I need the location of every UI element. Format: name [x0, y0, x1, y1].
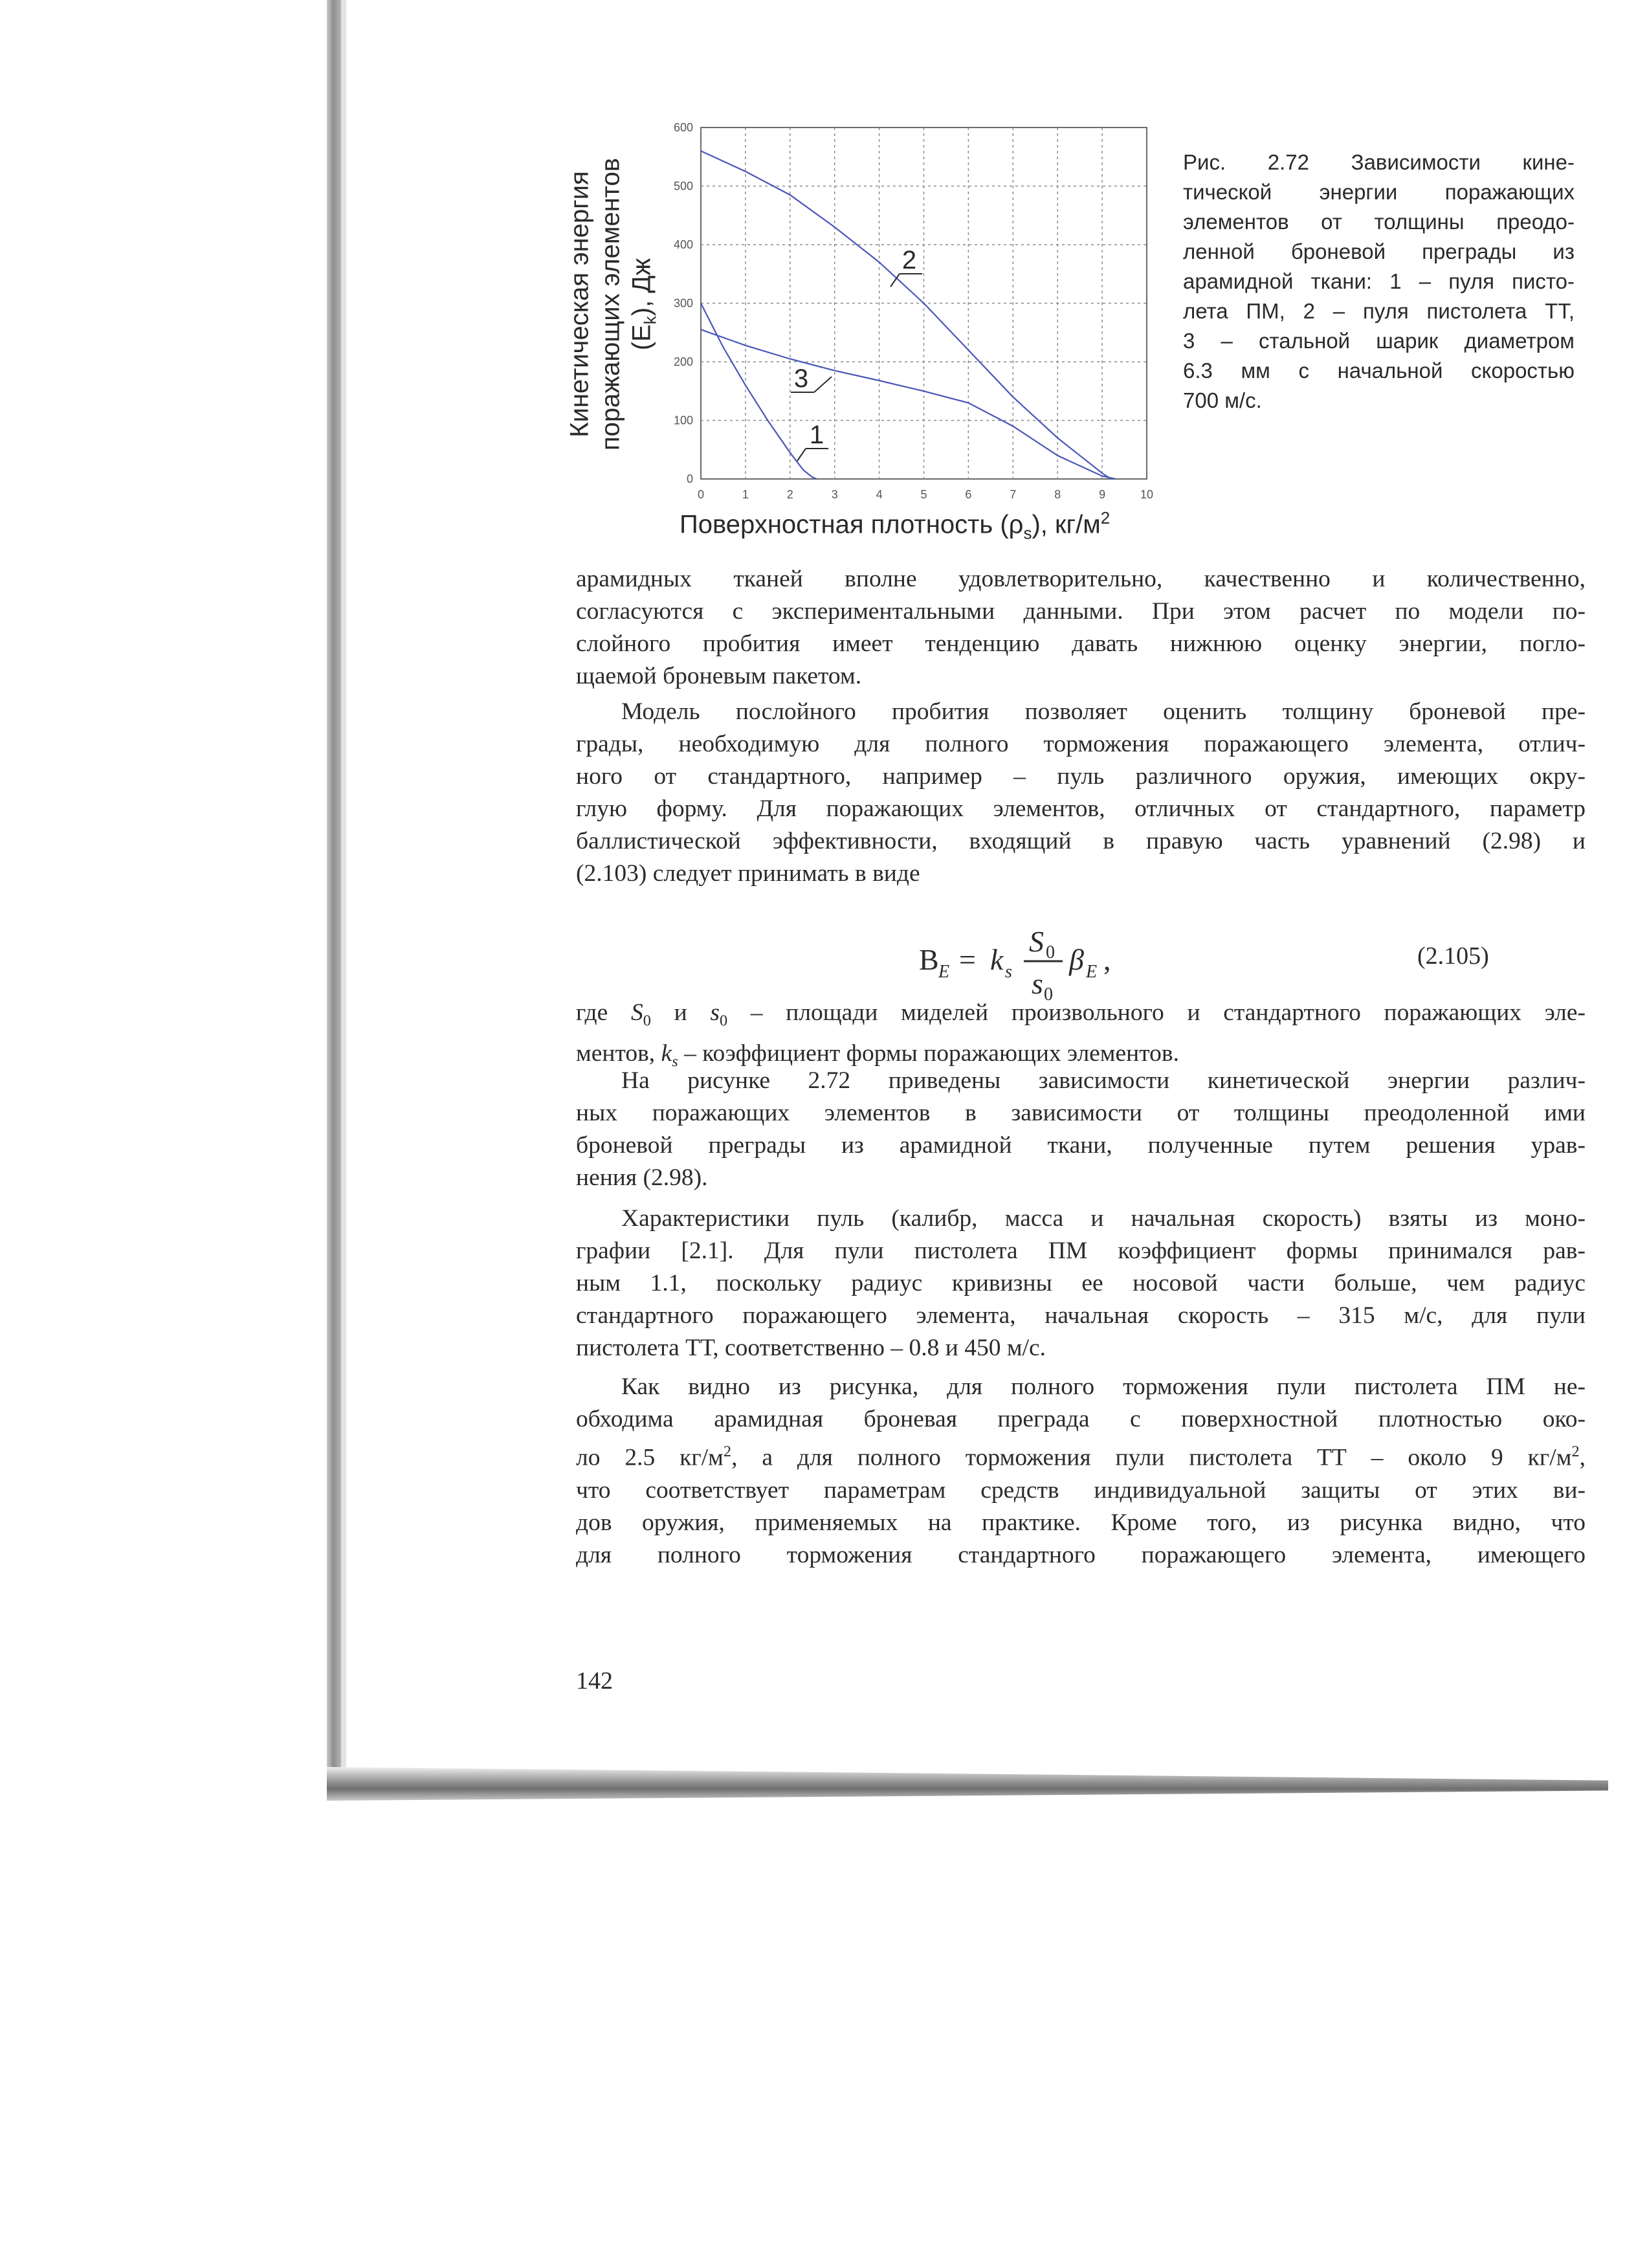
- p2-line-3: ного от стандартного, например – пуль различного оружия, имеющих окру-: [576, 763, 1586, 790]
- p1-line-1: арамидных тканей вполне удовлетворительно, качественно и количественно,: [576, 566, 1586, 592]
- paragraph-3-line-2: ментов, $k_s$ – коэффициент формы поражающих элементов.: [576, 1040, 1179, 1070]
- y-axis-title-line2: поражающих элементов: [596, 157, 625, 451]
- svg-text:0: 0: [1046, 942, 1055, 962]
- paragraph-6: [576, 1371, 1586, 1572]
- p2-line-2: грады, необходимую для полного торможения поражающего элемента, отлич-: [576, 731, 1586, 757]
- x-tick-label: 1: [742, 488, 749, 501]
- p1-line-3: слойного пробития имеет тенденцию давать нижнюю оценку энергии, погло-: [576, 630, 1586, 657]
- paragraph-6-line-2: обходима арамидная броневая преграда с поверхностной плотностью око-: [576, 1406, 1586, 1432]
- series-line-3: [701, 329, 1116, 479]
- page-number: 142: [576, 1667, 613, 1695]
- x-tick-label: 8: [1054, 488, 1061, 501]
- y-axis-title-line1: Кинетическая энергия: [565, 171, 594, 438]
- scan-edge-bottom: [327, 1767, 1608, 1801]
- x-tick-label: 4: [876, 488, 883, 501]
- curve-label-1: 1: [809, 421, 824, 449]
- x-tick-label: 3: [831, 488, 838, 501]
- p5-line-3: ным 1.1, поскольку радиус кривизны ее носовой части больше, чем радиус: [576, 1270, 1586, 1296]
- formula-number: (2.105): [1417, 942, 1489, 970]
- curve-label-3: 3: [793, 364, 809, 393]
- y-tick-label: 200: [673, 355, 693, 368]
- caption-line-1: Рис. 2.72 Зависимости кине-: [1183, 150, 1575, 174]
- paragraph-6-line-6: для полного торможения стандартного поражающего элемента, имеющего: [576, 1541, 1586, 1568]
- y-tick-label: 100: [673, 414, 693, 427]
- p4-line-2: ных поражающих элементов в зависимости от толщины преодоленной ими: [576, 1100, 1586, 1126]
- y-tick-label: 0: [686, 472, 693, 485]
- p5-line-1: Характеристики пуль (калибр, масса и начальная скорость) взяты из моно-: [621, 1205, 1586, 1232]
- p4-line-1: На рисунке 2.72 приведены зависимости кинетической энергии различ-: [621, 1067, 1586, 1094]
- p2-line-6: (2.103) следует принимать в виде: [576, 860, 920, 887]
- p5-line-2: графии [2.1]. Для пули пистолета ПМ коэффициент формы принимался рав-: [576, 1238, 1586, 1264]
- x-tick-label: 7: [1010, 488, 1017, 501]
- p5-line-4: стандартного поражающего элемента, начальная скорость – 315 м/с, для пули: [576, 1302, 1586, 1329]
- x-tick-label: 0: [697, 488, 705, 501]
- svg-text:s: s: [1005, 962, 1012, 982]
- p2-line-5: баллистической эффективности, входящий в правую часть уравнений (2.98) и: [576, 828, 1586, 854]
- svg-text:β: β: [1069, 943, 1084, 976]
- curve-label-leader: [814, 377, 832, 392]
- caption-line-9: 700 м/с.: [1183, 388, 1262, 412]
- y-tick-label: 300: [673, 296, 693, 310]
- svg-text:,: ,: [1103, 943, 1111, 976]
- caption-line-4: ленной броневой преграды из: [1183, 239, 1575, 263]
- paragraph-6-line-5: дов оружия, применяемых на практике. Кроме того, из рисунка видно, что: [576, 1509, 1586, 1536]
- y-tick-label: 500: [673, 179, 693, 193]
- p2-line-4: глую форму. Для поражающих элементов, отличных от стандартного, параметр: [576, 795, 1586, 822]
- x-tick-label: 9: [1099, 488, 1106, 501]
- caption-line-7: 3 – стальной шарик диаметром: [1183, 329, 1575, 353]
- caption-line-3: элементов от толщины преодо-: [1183, 210, 1575, 234]
- curve-label-leader: [797, 449, 806, 461]
- svg-text:k: k: [990, 943, 1004, 976]
- paragraph-6-line-1: Как видно из рисунка, для полного торможения пули пистолета ПМ не-: [621, 1373, 1586, 1400]
- caption-line-2: тической энергии поражающих: [1183, 180, 1575, 204]
- caption-line-6: лета ПМ, 2 – пуля пистолета ТТ,: [1183, 299, 1575, 323]
- caption-line-5: арамидной ткани: 1 – пуля писто-: [1183, 269, 1575, 293]
- paragraph-6-line-4: что соответствует параметрам средств индивидуальной защиты от этих ви-: [576, 1476, 1586, 1504]
- svg-text:E: E: [938, 962, 950, 982]
- svg-text:S: S: [1029, 925, 1044, 958]
- p4-line-4: нения (2.98).: [576, 1164, 708, 1191]
- paragraph-6-line-3: ло 2.5 $кг/м^2$, а для полного торможения пули пистолета ТТ – около 9 $кг/м^2$,: [576, 1443, 1586, 1471]
- x-tick-label: 2: [786, 488, 793, 501]
- svg-text:B: B: [919, 943, 939, 976]
- p1-line-2: согласуются с экспериментальными данными. При этом расчет по модели по-: [576, 598, 1586, 625]
- svg-text:s: s: [1032, 967, 1043, 1000]
- paragraph-5: [576, 1203, 1586, 1364]
- formula-2-105: [919, 916, 1501, 1006]
- x-axis-title: Поверхностная плотность $(\rho_s)$, $кг/м^2$: [680, 508, 1111, 543]
- paragraph-1: [576, 563, 1586, 693]
- p5-line-5: пистолета ТТ, соответственно – 0.8 и 450 м/с.: [576, 1335, 1046, 1361]
- figure-caption: [1183, 148, 1575, 416]
- y-axis-title-line3: $(E_k)$, Дж: [627, 258, 660, 351]
- svg-text:E: E: [1086, 962, 1098, 982]
- caption-line-8: 6.3 мм с начальной скоростью: [1183, 359, 1575, 383]
- paragraph-3-line-1: где $S_0$ и $s_0$ – площади миделей произвольного и стандартного поражающих эле-: [576, 999, 1586, 1030]
- y-tick-label: 400: [673, 238, 693, 251]
- x-tick-label: 5: [920, 488, 927, 501]
- formula-graphic: [919, 916, 1501, 1006]
- svg-text:0: 0: [1044, 984, 1053, 1005]
- series-line-2: [701, 151, 1111, 479]
- y-tick-label: 600: [673, 121, 693, 134]
- x-tick-label: 10: [1140, 488, 1154, 501]
- paragraph-4: [576, 1065, 1586, 1194]
- curve-label-2: 2: [901, 246, 917, 274]
- p2-line-1: Модель послойного пробития позволяет оценить толщину броневой пре-: [621, 698, 1586, 725]
- paragraph-2: [576, 696, 1586, 890]
- p4-line-3: броневой преграды из арамидной ткани, полученные путем решения урав-: [576, 1132, 1586, 1159]
- svg-text:=: =: [959, 943, 976, 976]
- x-tick-label: 6: [965, 488, 972, 501]
- p1-line-4: щаемой броневым пакетом.: [576, 663, 862, 689]
